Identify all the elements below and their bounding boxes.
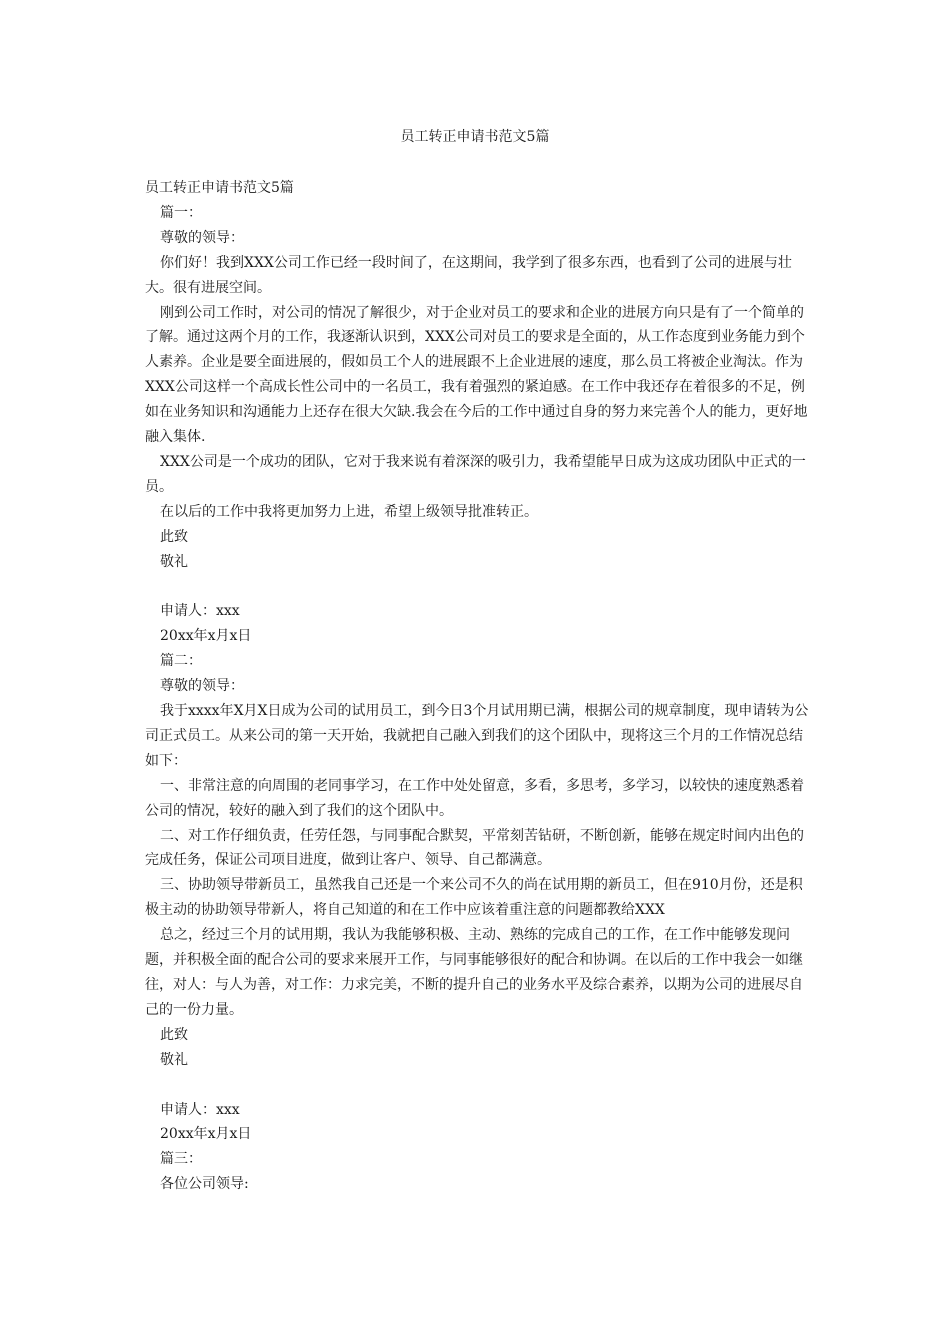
paragraph: 三、协助领导带新员工，虽然我自己还是一个来公司不久的尚在试用期的新员工，但在910月份，还是积极主动的协助领导带新人，将自己知道的和在工作中应该着重注意的问题都教给XXX — [145, 877, 803, 919]
paragraph: 敬礼 — [160, 1051, 188, 1068]
paragraph: 你们好！我到XXX公司工作已经一段时间了，在这期间，我学到了很多东西，也看到了公司的进展与壮大。很有进展空间。 — [145, 254, 792, 296]
blank-line — [145, 1073, 810, 1098]
paragraph: 此致 — [160, 528, 188, 545]
paragraph: 总之，经过三个月的试用期，我认为我能够积极、主动、熟练的完成自己的工作，在工作中能够发现问题，并积极全面的配合公司的要求来展开工作，与同事能够很好的配合和协调。在以后的工作中我会一如继往，对人：与人为善，对工作：力求完美，不断的提升自己的业务水平及综合素养，以期为公司的进展尽自己的一份力量。 — [145, 927, 803, 1018]
paragraph: 篇二： — [160, 653, 202, 670]
paragraph: 一、非常注意的向周围的老同事学习，在工作中处处留意，多看，多思考，多学习，以较快的速度熟悉着公司的情况，较好的融入到了我们的这个团队中。 — [145, 777, 804, 819]
paragraph: 各位公司领导: — [160, 1176, 249, 1193]
paragraph: 刚到公司工作时，对公司的情况了解很少，对于企业对员工的要求和企业的进展方向只是有了一个简单的了解。通过这两个月的工作，我逐渐认识到，XXX公司对员工的要求是全面的，从工作态度到业务能力到个人素养。企业是要全面进展的，假如员工个人的进展跟不上企业进展的速度，那么员工将被企业淘汰。作为XXX公司这样一个高成长性公司中的一名员工，我有着强烈的紧迫感。在工作中我还存在着很多的不足，例如在业务知识和沟通能力上还存在很大欠缺.我会在今后的工作中通过自身的努力来完善个人的能力，更好地融入集体. — [145, 304, 808, 446]
page-title: 员工转正申请书范文5篇 — [400, 129, 550, 145]
document-body — [145, 176, 810, 1197]
paragraph-list — [145, 201, 810, 1197]
paragraph: 尊敬的领导： — [160, 678, 244, 695]
paragraph: 20xx年x月x日 — [160, 1126, 252, 1143]
paragraph: 二、对工作仔细负责，任劳任怨，与同事配合默契，平常刻苦钻研，不断创新，能够在规定时间内出色的完成任务，保证公司项目进度，做到让客户、领导、自己都满意。 — [145, 827, 804, 869]
paragraph: 20xx年x月x日 — [160, 628, 252, 645]
paragraph: 篇一： — [160, 204, 202, 221]
paragraph: 申请人：xxx — [160, 1101, 240, 1118]
paragraph: 在以后的工作中我将更加努力上进，希望上级领导批准转正。 — [160, 503, 538, 520]
paragraph: 我于xxxx年X月X日成为公司的试用员工，到今日3个月试用期已满，根据公司的规章制度，现申请转为公司正式员工。从来公司的第一天开始，我就把自己融入到我们的这个团队中，现将这三个月的工作情况总结如下： — [145, 703, 809, 769]
paragraph: 篇三： — [160, 1151, 202, 1168]
paragraph: 尊敬的领导： — [160, 229, 244, 246]
paragraph: 敬礼 — [160, 553, 188, 570]
paragraph: 申请人：xxx — [160, 603, 240, 620]
paragraph: 此致 — [160, 1026, 188, 1043]
document-heading: 员工转正申请书范文5篇 — [145, 180, 294, 196]
blank-line — [145, 575, 810, 600]
paragraph: XXX公司是一个成功的团队，它对于我来说有着深深的吸引力，我希望能早日成为这成功团队中正式的一员。 — [145, 453, 806, 495]
